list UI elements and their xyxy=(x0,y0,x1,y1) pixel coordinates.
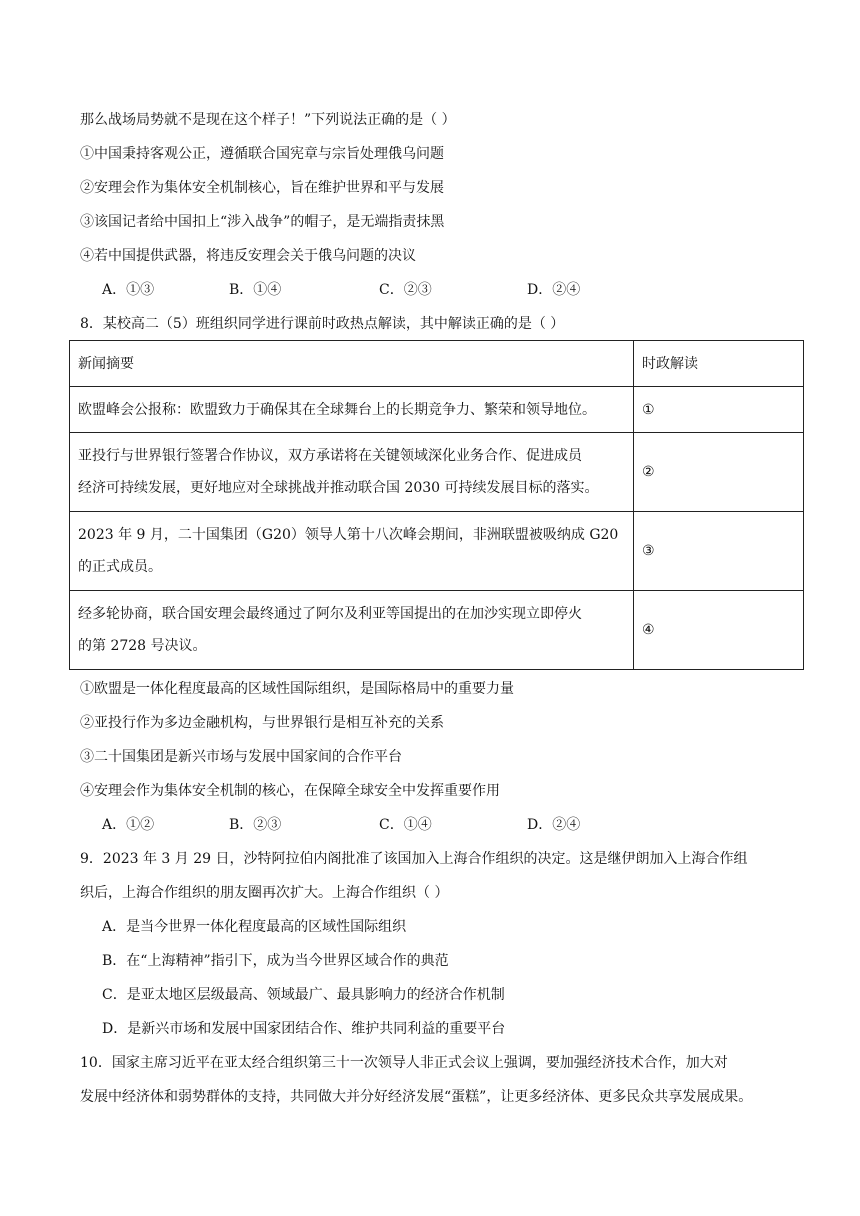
q8-statement-4: ④安理会作为集体安全机制的核心，在保障全球安全中发挥重要作用 xyxy=(80,783,500,799)
table-cell-summary xyxy=(70,591,634,670)
table-row xyxy=(70,512,804,591)
table-cell-summary xyxy=(70,433,634,512)
q8-option-b[interactable]: B．②③ xyxy=(229,817,282,833)
table-cell-mark: ① xyxy=(634,387,804,433)
q8-option-c[interactable]: C．①④ xyxy=(379,817,432,833)
q7-option-a[interactable]: A．①③ xyxy=(102,282,155,298)
summary-line: 欧盟峰会公报称：欧盟致力于确保其在全球舞台上的长期竞争力、繁荣和领导地位。 xyxy=(78,401,596,418)
summary-line: 的第 2728 号决议。 xyxy=(78,638,207,654)
table-cell-mark: ② xyxy=(634,433,804,512)
table-row xyxy=(70,591,804,670)
q9-stem-line-1: 9．2023 年 3 月 29 日，沙特阿拉伯内阁批准了该国加入上海合作组织的决定。这是继伊朗加入上海合作组 xyxy=(80,851,748,867)
table-cell-mark: ④ xyxy=(634,591,804,670)
q8-statement-3: ③二十国集团是新兴市场与发展中国家间的合作平台 xyxy=(80,749,402,765)
summary-line: 经济可持续发展，更好地应对全球挑战并推动联合国 2030 可持续发展目标的落实。 xyxy=(78,480,599,496)
table-cell-summary xyxy=(70,387,634,433)
q8-option-d[interactable]: D．②④ xyxy=(527,817,581,833)
q9-option-a[interactable]: A．是当今世界一体化程度最高的区域性国际组织 xyxy=(102,919,407,935)
q10-stem-line-2: 发展中经济体和弱势群体的支持，共同做大并分好经济发展“蛋糕”，让更多经济体、更多民众共享发展成果。 xyxy=(80,1089,753,1105)
q7-option-c[interactable]: C．②③ xyxy=(379,282,432,298)
q7-statement-2: ②安理会作为集体安全机制核心，旨在维护世界和平与发展 xyxy=(80,180,444,196)
q7-option-d[interactable]: D．②④ xyxy=(527,282,581,298)
q8-stem: 8．某校高二（5）班组织同学进行课前时政热点解读，其中解读正确的是（ ） xyxy=(80,316,565,332)
table-header-row xyxy=(70,341,804,387)
summary-line: 的正式成员。 xyxy=(78,559,162,575)
summary-line: 经多轮协商，联合国安理会最终通过了阿尔及利亚等国提出的在加沙实现立即停火 xyxy=(78,606,582,622)
q9-option-d[interactable]: D．是新兴市场和发展中国家团结合作、维护共同利益的重要平台 xyxy=(102,1021,506,1037)
summary-line: 2023 年 9 月，二十国集团（G20）领导人第十八次峰会期间，非洲联盟被吸纳成 G20 xyxy=(78,527,619,543)
table-header-summary: 新闻摘要 xyxy=(70,341,634,387)
q10-stem-line-1: 10．国家主席习近平在亚太经合组织第三十一次领导人非正式会议上强调，要加强经济技术合作，加大对 xyxy=(80,1055,728,1071)
q9-stem-line-2: 织后，上海合作组织的朋友圈再次扩大。上海合作组织（ ） xyxy=(80,885,449,901)
table-cell-mark: ③ xyxy=(634,512,804,591)
q8-option-a[interactable]: A．①② xyxy=(102,817,155,833)
news-table xyxy=(69,340,804,670)
q7-stem: 那么战场局势就不是现在这个样子！”下列说法正确的是（ ） xyxy=(80,112,456,128)
q9-option-c[interactable]: C．是亚太地区层级最高、领域最广、最具影响力的经济合作机制 xyxy=(102,987,505,1003)
q7-statement-1: ①中国秉持客观公正，遵循联合国宪章与宗旨处理俄乌问题 xyxy=(80,146,444,162)
q7-statement-4: ④若中国提供武器，将违反安理会关于俄乌问题的决议 xyxy=(80,248,416,264)
q7-statement-3: ③该国记者给中国扣上“涉入战争”的帽子，是无端指责抹黑 xyxy=(80,214,445,230)
summary-line: 亚投行与世界银行签署合作协议，双方承诺将在关键领域深化业务合作、促进成员 xyxy=(78,448,582,464)
table-header-interpretation: 时政解读 xyxy=(634,341,804,387)
table-row xyxy=(70,387,804,433)
q8-statement-2: ②亚投行作为多边金融机构，与世界银行是相互补充的关系 xyxy=(80,715,444,731)
q8-statement-1: ①欧盟是一体化程度最高的区域性国际组织，是国际格局中的重要力量 xyxy=(80,681,514,697)
q9-option-b[interactable]: B．在“上海精神”指引下，成为当今世界区域合作的典范 xyxy=(102,953,449,969)
table-cell-summary xyxy=(70,512,634,591)
q7-option-b[interactable]: B．①④ xyxy=(229,282,282,298)
table-row xyxy=(70,433,804,512)
